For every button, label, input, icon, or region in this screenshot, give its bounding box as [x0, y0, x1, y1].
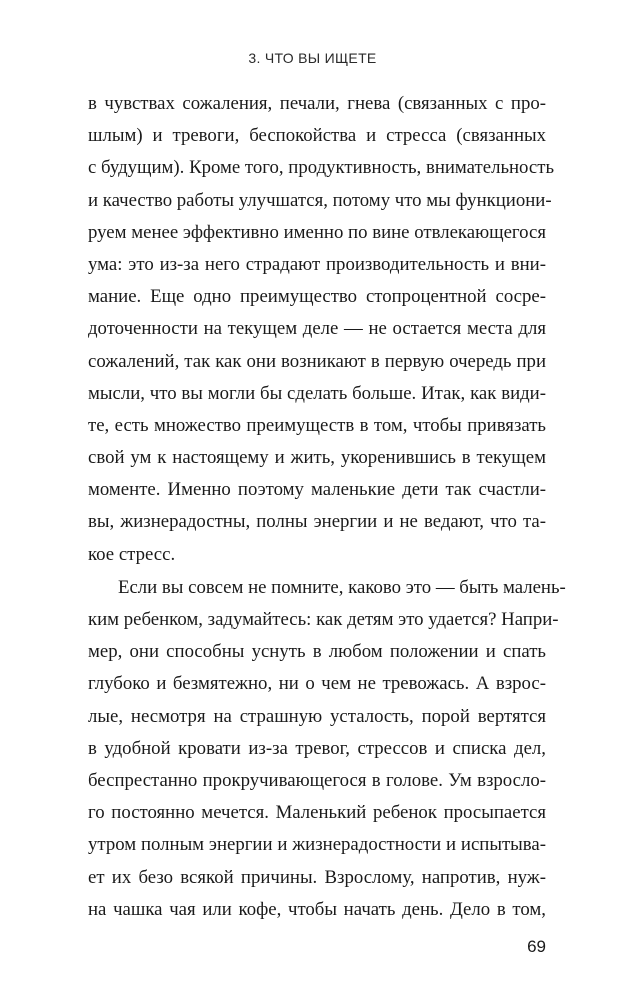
text-line: лые, несмотря на страшную усталость, порой вертятся: [88, 705, 546, 727]
text-line: ума: это из-за него страдают производительность и вни-: [88, 253, 546, 275]
text-line: кое стресс.: [88, 543, 176, 565]
text-line: шлым) и тревоги, беспокойства и стресса (связанных: [88, 125, 546, 147]
text-line: ет их безо всякой причины. Взрослому, напротив, нуж-: [88, 866, 546, 888]
text-line: в удобной кровати из-за тревог, стрессов и списка дел,: [88, 737, 546, 759]
text-line: глубоко и безмятежно, ни о чем не тревожась. А взрос-: [88, 673, 546, 695]
text-line: вы, жизнерадостны, полны энергии и не ведают, что та-: [88, 511, 546, 533]
text-line: го постоянно мечется. Маленький ребенок просыпается: [88, 802, 546, 824]
text-line: мание. Еще одно преимущество стопроцентной сосре-: [88, 286, 546, 308]
text-line: мысли, что вы могли бы сделать больше. Итак, как види-: [88, 382, 546, 404]
text-line: утром полным энергии и жизнерадостности и испытыва-: [88, 834, 546, 856]
text-line: в чувствах сожаления, печали, гнева (связанных с про-: [88, 93, 546, 114]
text-line: те, есть множество преимуществ в том, чтобы привязать: [88, 414, 546, 436]
text-line: с будущим). Кроме того, продуктивность, внимательность: [88, 157, 555, 179]
text-line: доточенности на текущем деле — не остается места для: [88, 318, 546, 340]
page-number: 69: [527, 937, 546, 956]
text-line: и качество работы улучшатся, потому что мы функциони-: [88, 189, 552, 211]
text-line: ким ребенком, задумайтесь: как детям это удается? Напри-: [88, 609, 559, 630]
text-line: сожалений, так как они возникают в первую очередь при: [88, 350, 546, 372]
text-line: мер, они способны уснуть в любом положении и спать: [88, 641, 546, 663]
paragraph-1: [88, 88, 555, 571]
text-line: на чашка чая или кофе, чтобы начать день. Дело в том,: [88, 898, 546, 920]
body-text: [88, 88, 566, 926]
text-line: моменте. Именно поэтому маленькие дети так счастли-: [88, 479, 546, 501]
text-line: свой ум к настоящему и жить, укоренившись в текущем: [88, 447, 546, 469]
paragraph-2: [88, 572, 566, 926]
text-line: руем менее эффективно именно по вине отвлекающегося: [88, 221, 546, 243]
text-line: беспрестанно прокручивающегося в голове. Ум взросло-: [88, 769, 546, 791]
running-head: 3. ЧТО ВЫ ИЩЕТЕ: [248, 50, 377, 66]
text-line: Если вы совсем не помните, каково это — быть малень-: [118, 576, 566, 598]
